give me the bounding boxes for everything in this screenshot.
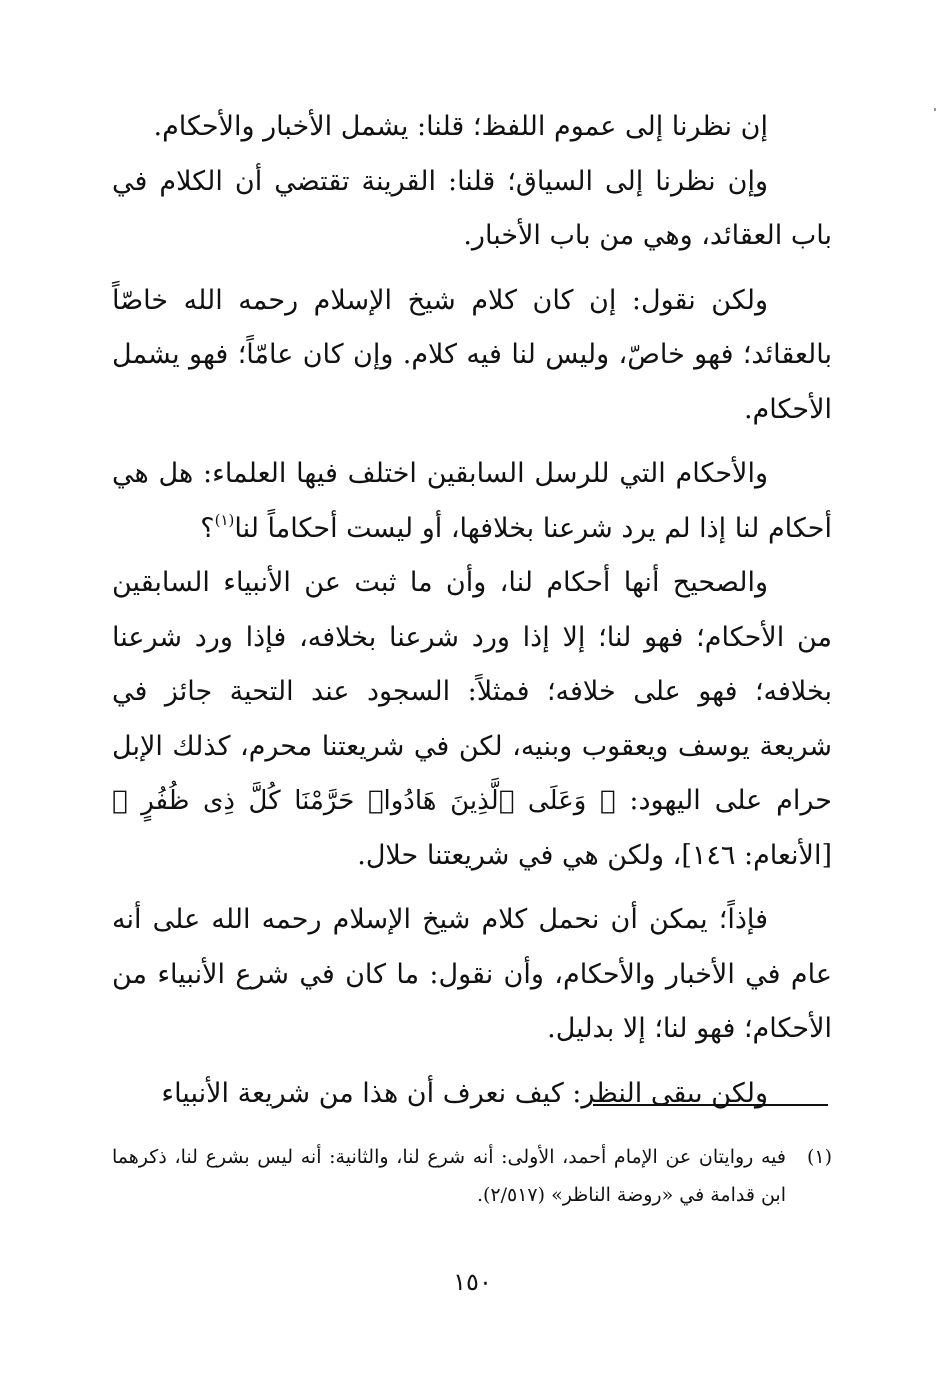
footnote-marker: (١) (806, 1146, 832, 1168)
paragraph-5-text: والصحيح أنها أحكام لنا، وأن ما ثبت عن الأنبياء السابقين من الأحكام؛ فهو لنا؛ إلا إذا ورد شرعنا بخلافه، فإذا ورد شرعنا بخلافه؛ فهو على خلافه؛ فمثلاً: السجود عند التحية جائز في شريعة يوسف ويعقوب وبنيه، لكن في شريعتنا محرم، كذلك الإبل حرام على اليهود: (112, 567, 832, 816)
paragraph-2: وإن نظرنا إلى السياق؛ قلنا: القرينة تقتضي أن الكلام في باب العقائد، وهي من باب الأخبار. (112, 165, 832, 251)
footnote-text: فيه روايتان عن الإمام أحمد، الأولى: أنه شرع لنا، والثانية: أنه ليس بشرع لنا، ذكرهما ابن قدامة في «روضة الناظر» (٢/٥١٧). (112, 1146, 786, 1206)
quran-verse: ﴿ وَعَلَى ٱلَّذِينَ هَادُوا۟ حَرَّمْنَا كُلَّ ذِى ظُفُرٍ ﴾ (112, 786, 616, 816)
footnote-1 (112, 1138, 832, 1214)
paragraph-4-text: والأحكام التي للرسل السابقين اختلف فيها العلماء: هل هي أحكام لنا إذا لم يرد شرعنا بخلافها، أو ليست أحكاماً لنا (112, 458, 832, 544)
footnote-separator (593, 1104, 828, 1106)
margin-speck (934, 108, 936, 111)
footnotes (112, 1138, 832, 1214)
main-text (112, 100, 832, 1121)
paragraph-1: إن نظرنا إلى عموم اللفظ؛ قلنا: يشمل الأخبار والأحكام. (153, 111, 768, 142)
paragraph-5 (112, 556, 832, 883)
paragraph-4 (112, 447, 832, 556)
paragraph-4-end: ؟ (200, 512, 215, 544)
paragraph-7: ولكن يبقى النظر: كيف نعرف أن هذا من شريعة الأنبياء (161, 1077, 768, 1109)
page-number: ١٥٠ (453, 1268, 492, 1296)
footnote-reference: (١) (214, 510, 235, 529)
verse-citation: [الأنعام: ١٤٦]، ولكن هي في شريعتنا حلال. (357, 839, 832, 871)
paragraph-3: ولكن نقول: إن كان كلام شيخ الإسلام رحمه الله خاصّاً بالعقائد؛ فهو خاصّ، وليس لنا فيه كلام. وإن كان عامّاً؛ فهو يشمل الأحكام. (112, 284, 832, 425)
paragraph-6: فإذاً؛ يمكن أن نحمل كلام شيخ الإسلام رحمه الله على أنه عام في الأخبار والأحكام، وأن نقول: ما كان في شرع الأنبياء من الأحكام؛ فهو لنا؛ إلا بدليل. (112, 904, 832, 1044)
